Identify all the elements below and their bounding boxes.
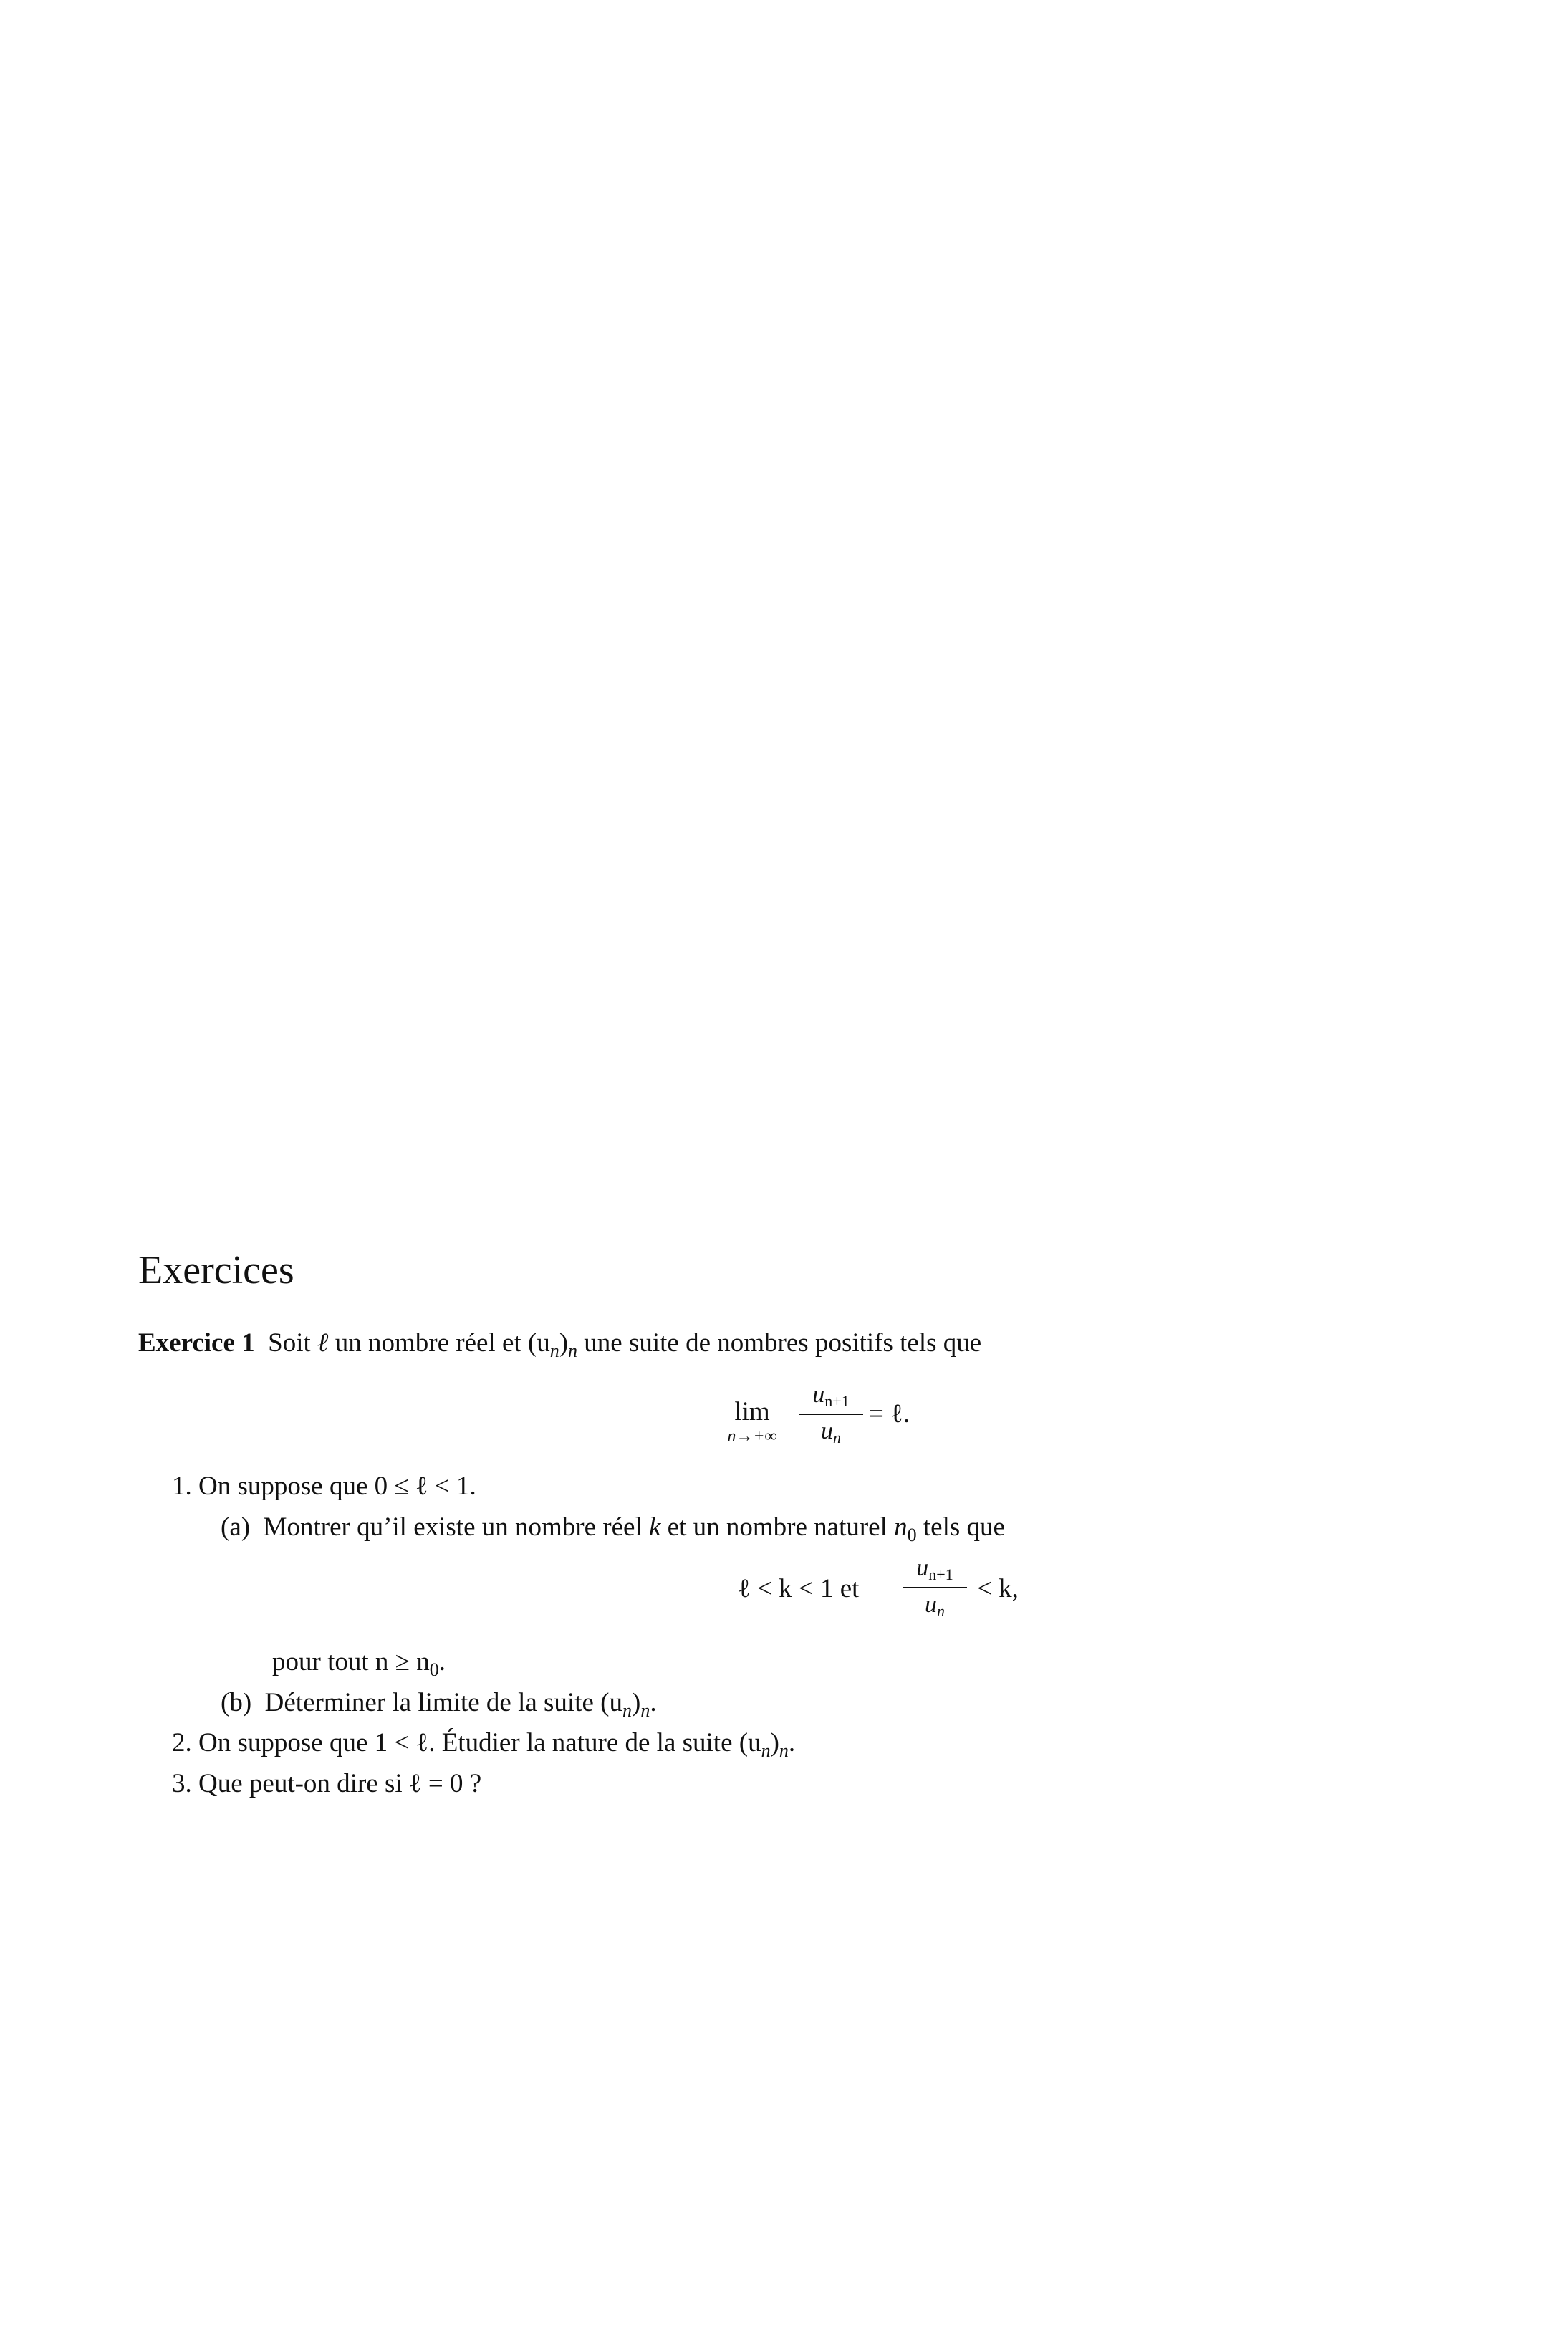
limit-operator: lim n→+∞ [727, 1397, 777, 1446]
for-all-clause: pour tout $n \ge n_0$. [272, 1647, 446, 1680]
item-number: 1. [172, 1472, 192, 1501]
item-label: (a) [221, 1512, 251, 1542]
fraction-numerator: un+1 [916, 1555, 953, 1583]
ratio-fraction [799, 1383, 863, 1446]
list-item-1 [172, 1473, 476, 1500]
list-item-1b: (b) Déterminer la limite de la suite $(u_n)_n$. [221, 1688, 657, 1721]
fraction-bar [799, 1414, 863, 1415]
intro-text-3: une suite de nombres positifs tels que [584, 1328, 982, 1358]
list-item-2: 2. On suppose que 1 < ℓ. Étudier la nature de la suite $(u_n)_n$. [172, 1728, 796, 1761]
ell-symbol: ℓ [317, 1328, 329, 1358]
exercise-intro [138, 1328, 982, 1361]
item-number: 2. [172, 1728, 192, 1757]
item-text: On suppose que 0 ≤ ℓ < 1. [198, 1472, 476, 1501]
item-number: 3. [172, 1769, 192, 1798]
inequality-left: ℓ < k < 1 et [738, 1574, 860, 1603]
item-text: Que peut-on dire si ℓ = 0 ? [198, 1769, 482, 1798]
list-item-3 [172, 1770, 481, 1797]
inequality-right: < k, [977, 1574, 1019, 1603]
n0-symbol: $n_0$ [894, 1512, 917, 1545]
ratio-fraction-2 [903, 1556, 967, 1619]
equation-rhs: = ℓ. [869, 1399, 910, 1429]
item-label: (b) [221, 1688, 252, 1717]
section-title: Exercices [138, 1248, 294, 1292]
fraction-denominator: un [925, 1591, 945, 1620]
list-item-1a: (a) Montrer qu’il existe un nombre réel k et un nombre naturel $n_0$ tels que [221, 1512, 1005, 1545]
intro-text-2: un nombre réel et [335, 1328, 521, 1358]
exercise-label: Exercice 1 [138, 1328, 255, 1358]
fraction-denominator: un [821, 1418, 841, 1446]
fraction-numerator: un+1 [812, 1381, 850, 1410]
sequence-notation: $(u_n)_n$ [527, 1328, 578, 1361]
intro-text-1: Soit [268, 1328, 311, 1358]
fraction-bar [903, 1587, 967, 1588]
